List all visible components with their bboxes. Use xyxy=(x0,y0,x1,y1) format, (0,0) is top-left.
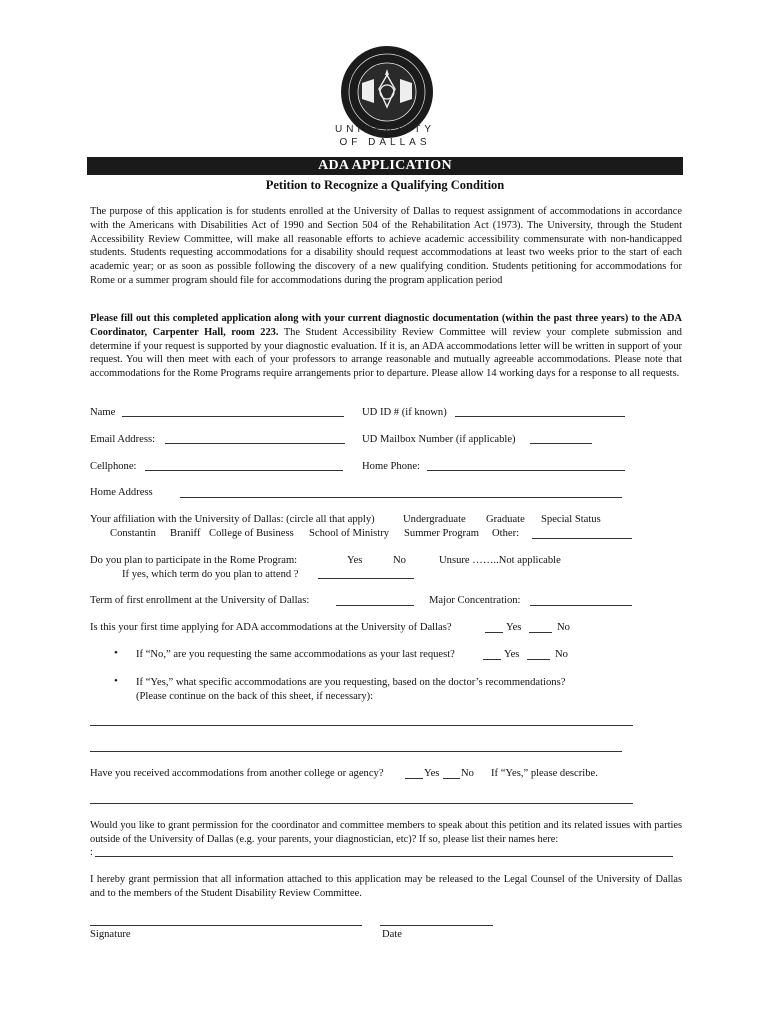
ud-id-label: UD ID # (if known) xyxy=(362,407,447,418)
home-phone-label: Home Phone: xyxy=(362,461,420,472)
other-college-no-label: No xyxy=(461,768,474,779)
email-label: Email Address: xyxy=(90,434,156,445)
rome-term-question: If yes, which term do you plan to attend ? xyxy=(122,569,299,580)
release-statement: I hereby grant permission that all information attached to this application may be released to the Legal Counsel of the University of Dallas and to the members of the Student Disability Review Committee. xyxy=(90,874,682,899)
other-college-description-field[interactable] xyxy=(90,803,633,804)
other-college-question: Have you received accommodations from another college or agency? xyxy=(90,768,384,779)
major-field[interactable] xyxy=(530,605,632,606)
affiliation-undergraduate[interactable]: Undergraduate xyxy=(403,514,466,525)
accommodations-answer-line-1[interactable] xyxy=(90,725,633,726)
signature-field[interactable] xyxy=(90,925,362,926)
other-college-yes-label: Yes xyxy=(424,768,440,779)
permission-colon: : xyxy=(90,847,93,858)
other-college-describe-label: If “Yes,” please describe. xyxy=(491,768,598,779)
mailbox-label: UD Mailbox Number (if applicable) xyxy=(362,434,516,445)
bullet-no-question: If “No,” are you requesting the same accommodations as your last request? xyxy=(136,649,455,660)
cellphone-field[interactable] xyxy=(145,470,343,471)
affiliation-other-field[interactable] xyxy=(532,538,632,539)
home-phone-field[interactable] xyxy=(427,470,625,471)
bullet-icon: • xyxy=(114,647,118,659)
other-college-no-blank[interactable] xyxy=(443,778,460,779)
home-address-field[interactable] xyxy=(180,497,622,498)
name-label: Name xyxy=(90,407,116,418)
bullet-yes-question-line1: If “Yes,” what specific accommodations are you requesting, based on the doctor’s recommendations? xyxy=(136,677,566,688)
instructions-rest: The Student Accessibility Review Committee will review your complete submission and determine if your request is supported by your diagnostic evaluation. If it is, an ADA accommodations letter will be written in support of your request. You will then meet with each of your professors to arrange reasonable and mutually agreeable accommodations. Please note that accommodations for the Rome Programs require arrangements prior to departure. Please allow 14 working days for a response to all requests. xyxy=(90,326,683,380)
rome-yes-option[interactable]: Yes xyxy=(347,555,363,566)
major-label: Major Concentration: xyxy=(429,595,521,606)
first-time-no-blank[interactable] xyxy=(529,632,552,633)
first-time-no-label: No xyxy=(557,622,570,633)
instructions-paragraph xyxy=(90,312,682,381)
email-field[interactable] xyxy=(165,443,345,444)
affiliation-school-of-ministry[interactable]: School of Ministry xyxy=(309,528,390,539)
same-accommodations-no-blank[interactable] xyxy=(527,659,550,660)
form-subtitle: Petition to Recognize a Qualifying Condition xyxy=(265,178,505,192)
signature-label: Signature xyxy=(90,929,131,940)
bullet-yes-question-line2: (Please continue on the back of this sheet, if necessary): xyxy=(136,691,374,702)
date-field[interactable] xyxy=(380,925,493,926)
affiliation-special-status[interactable]: Special Status xyxy=(541,514,601,525)
university-name-line1: UNIVERSITY xyxy=(334,124,435,135)
permission-text: Would you like to grant permission for the coordinator and committee members to speak about this petition and its related issues with parties outside of the University of Dallas (e.g. your parents, your diagnostician, etc)? If so, please list their names here: xyxy=(90,820,682,845)
other-college-yes-blank[interactable] xyxy=(405,778,423,779)
rome-unsure-option[interactable]: Unsure ……..Not applicable xyxy=(439,555,561,566)
ud-id-field[interactable] xyxy=(455,416,625,417)
same-accommodations-yes-label: Yes xyxy=(504,649,520,660)
cellphone-label: Cellphone: xyxy=(90,461,137,472)
affiliation-college-of-business[interactable]: College of Business xyxy=(209,528,294,539)
first-time-yes-label: Yes xyxy=(506,622,522,633)
first-time-question: Is this your first time applying for ADA accommodations at the University of Dallas? xyxy=(90,622,452,633)
affiliation-braniff[interactable]: Braniff xyxy=(170,528,201,539)
same-accommodations-no-label: No xyxy=(555,649,568,660)
university-name-line2: OF DALLAS xyxy=(339,137,431,148)
rome-no-option[interactable]: No xyxy=(393,555,406,566)
affiliation-prompt: Your affiliation with the University of Dallas: (circle all that apply) xyxy=(90,514,375,525)
affiliation-other-label: Other: xyxy=(492,528,520,539)
intro-paragraph: The purpose of this application is for students enrolled at the University of Dallas to request assignment of accommodations in accordance with the Americans with Disabilities Act of 1990 and Section 504 of the Rehabilitation Act (1973). The University, through the Student Accessibility Review Committee, will make all reasonable efforts to achieve academic accessibility commensurate with non-handicapped students. Students requesting accommodations for a disability should request accommodations at least two weeks prior to the start of each academic year; or as soon as possible following the discovery of a new qualifying condition. Students petitioning for accommodations for Rome or a summer program should file for accommodations during the program application period xyxy=(90,206,682,286)
affiliation-graduate[interactable]: Graduate xyxy=(486,514,525,525)
first-term-field[interactable] xyxy=(336,605,414,606)
affiliation-summer-program[interactable]: Summer Program xyxy=(404,528,480,539)
affiliation-constantin[interactable]: Constantin xyxy=(110,528,156,539)
same-accommodations-yes-blank[interactable] xyxy=(483,659,501,660)
first-time-yes-blank[interactable] xyxy=(485,632,503,633)
mailbox-field[interactable] xyxy=(530,443,592,444)
date-label: Date xyxy=(382,929,402,940)
permission-names-field[interactable] xyxy=(95,856,673,857)
name-field[interactable] xyxy=(122,416,344,417)
first-term-label: Term of first enrollment at the University of Dallas: xyxy=(90,595,310,606)
accommodations-answer-line-2[interactable] xyxy=(90,751,622,752)
rome-term-field[interactable] xyxy=(318,578,414,579)
rome-question: Do you plan to participate in the Rome Program: xyxy=(90,555,298,566)
form-title: ADA APPLICATION xyxy=(87,157,683,175)
home-address-label: Home Address xyxy=(90,487,153,498)
instructions-bold: Please fill out this completed application along with your current diagnostic documentation (within the past three years) to the ADA Coordinator, Carpenter Hall, room 223. xyxy=(90,313,682,338)
bullet-icon: • xyxy=(114,675,118,687)
